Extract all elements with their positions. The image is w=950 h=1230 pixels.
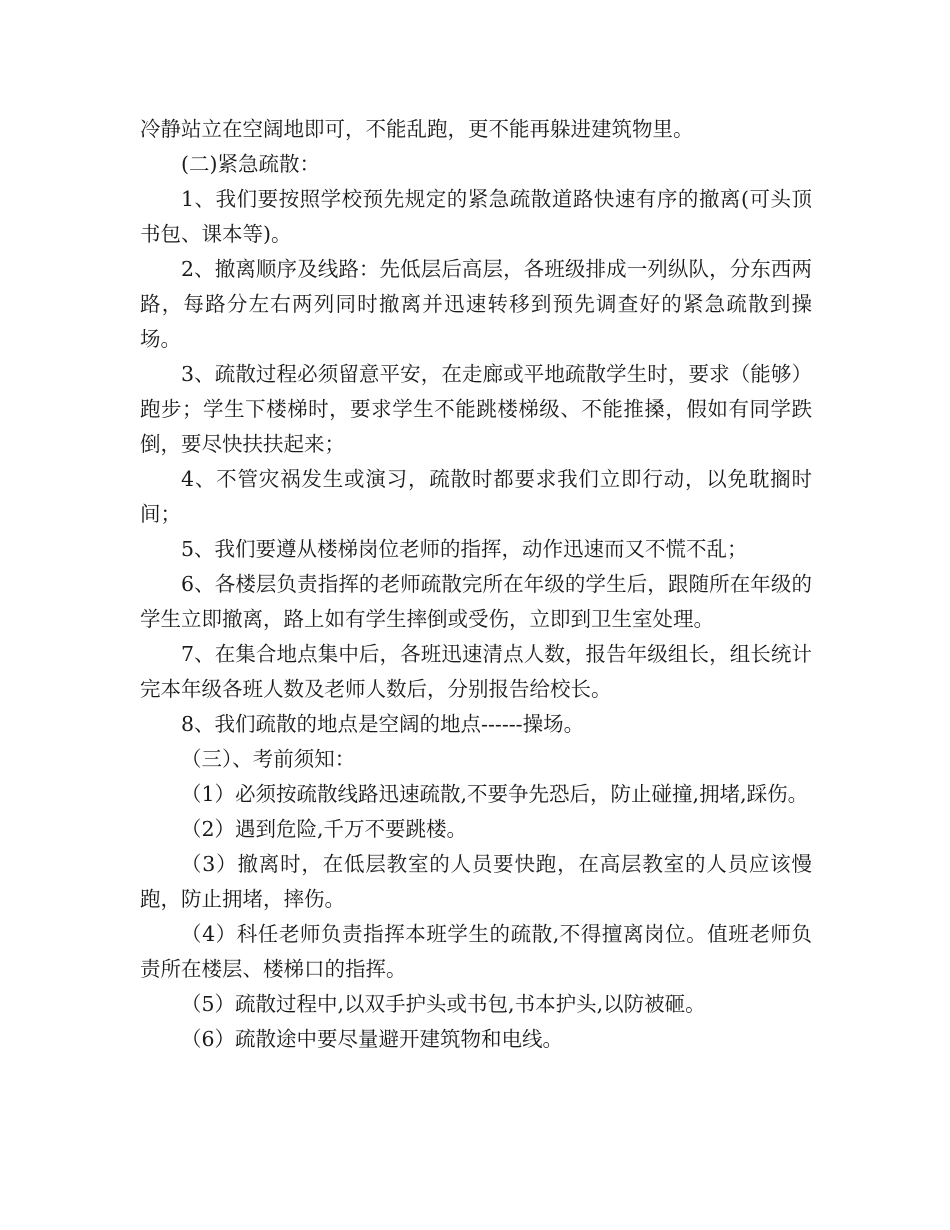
list-item-8: 8、我们疏散的地点是空阔的地点------操场。 — [181, 712, 585, 736]
note-item-5: （5）疏散过程中,以双手护头或书包,书本护头,以防被砸。 — [181, 992, 706, 1016]
list-item-1: 1、我们要按照学校预先规定的紧急疏散道路快速有序的撤离(可头顶书包、课本等)。 — [140, 187, 812, 246]
list-item-3: 3、疏散过程必须留意平安，在走廊或平地疏散学生时，要求（能够）跑步；学生下楼梯时，要求学生不能跳楼梯级、不能推搡，假如有同学跌倒，要尽快扶扶起来； — [140, 362, 812, 456]
note-item-1: （1）必须按疏散线路迅速疏散,不要争先恐后，防止碰撞,拥堵,踩伤。 — [181, 782, 809, 806]
section-heading-emergency-evacuation: (二)紧急疏散： — [181, 152, 320, 176]
section-heading-notes: （三）、考前须知： — [181, 747, 356, 771]
document-page — [140, 112, 812, 1057]
list-item-6: 6、各楼层负责指挥的老师疏散完所在年级的学生后，跟随所在年级的学生立即撤离，路上如有学生摔倒或受伤，立即到卫生室处理。 — [140, 572, 812, 631]
list-item-4: 4、不管灾祸发生或演习，疏散时都要求我们立即行动，以免耽搁时间； — [140, 467, 812, 526]
note-item-4: （4）科任老师负责指挥本班学生的疏散,不得擅离岗位。值班老师负责所在楼层、楼梯口的指挥。 — [140, 922, 812, 981]
note-item-3: （3）撤离时，在低层教室的人员要快跑，在高层教室的人员应该慢跑，防止拥堵，摔伤。 — [140, 852, 812, 911]
paragraph-continuation: 冷静站立在空阔地即可，不能乱跑，更不能再躲进建筑物里。 — [140, 117, 694, 141]
note-item-6: （6）疏散途中要尽量避开建筑物和电线。 — [181, 1027, 564, 1051]
note-item-2: （2）遇到危险,千万不要跳楼。 — [181, 817, 468, 841]
list-item-7: 7、在集合地点集中后，各班迅速清点人数，报告年级组长，组长统计完本年级各班人数及老师人数后，分别报告给校长。 — [140, 642, 812, 701]
list-item-2: 2、撤离顺序及线路：先低层后高层，各班级排成一列纵队，分东西两路，每路分左右两列同时撤离并迅速转移到预先调查好的紧急疏散到操场。 — [140, 257, 812, 351]
list-item-5: 5、我们要遵从楼梯岗位老师的指挥，动作迅速而又不慌不乱； — [181, 537, 748, 561]
